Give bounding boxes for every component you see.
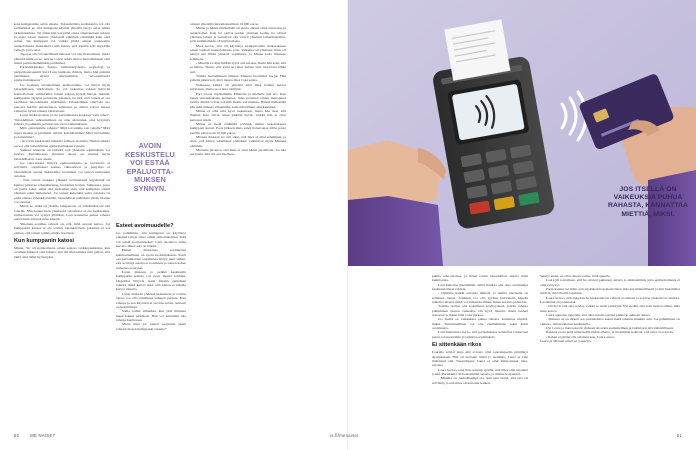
- magazine-section: ME NAISET: [30, 433, 56, 438]
- section-heading: Kun kumppanin katosi: [14, 237, 74, 244]
- page-number: 50: [14, 433, 20, 438]
- payment-terminal-photo: [348, 0, 696, 266]
- caption-line: VAIKEUKSIA PUHUA: [613, 194, 683, 202]
- body-paragraph: koja kumppanina selän takana. Talousdellista saaliskentta voi olla esimerkiksi se, että kumppani käyttää yhteisiä varoja salaa omiin tarkoituksiinsa. Tai sitten hän voi pitää omaa omaisuuttaan salassa ja antaa toisen maksaa yhteisestä elämästä enemmän kuin olisi reilua. Tai kumppani voi vaikka jättää omaan osuuteensa asuntolainasta maksamatta niin kauan, että lopulta koti myydään velkoja, jotta saisi.: [14, 22, 110, 53]
- pull-quote-line: AVOIN: [138, 141, 162, 150]
- body-paragraph: Minnalle jäi kuva, että mies ei ollut hänen puolellaan. Jos hän sai jotain, hän otti sen itselleen.: [190, 147, 286, 157]
- body-paragraph: Laru muistuttaa myös, että parisuhteessa kannattaa toistuvasti palata talousasioihin ja tarkistaa sopimuksia.: [432, 330, 528, 339]
- body-paragraph: - Rahan ei pitäisi olla salainen asia, Laura sanoo.: [546, 334, 616, 339]
- left-column-1: [14, 22, 110, 426]
- body-paragraph: - Minulla ei ollut mitään syytä olla salassa, mutta hän koki, että ei haluta. Tiesin, että kyllä se rahaa haluaa olisi luotettava tähän asti.: [190, 61, 286, 74]
- body-paragraph: - Kun toinen loukkaa yhteisiä sovinnaisesti käytäntöjä tai kuittaa jatkuvaa rahasuhteensa, luottamus horjuu. Suhteessa, jossa on jaettu rahat, tulisi olla luottamus siitä, että kumpikin toimii yhteisen edun mukaisesti. Jos toinen kuitenkin salaa ostoksia tai pitää omasta rahankäytöstään, taloudellisia päätöksiä yksin, tilanne voi satuttaa.: [14, 178, 110, 205]
- body-paragraph: Laura ajattelee nykyään, että raha-asioista pitäisi puhua jo suhteen alussa.: [546, 313, 651, 318]
- body-paragraph: Laura jäi toivomaan, että he olisivat puhuneet asiasta jo aikaisemmin, jotta epäluottamusta ei olisi syntynyt.: [540, 278, 680, 287]
- body-paragraph: Suhteessa kaikki oli yhteisiä eikä mies haluttu kertoa tuloistaan, mutta se ei aina toiminut.: [190, 82, 286, 92]
- body-paragraph: Jos itsellä on vaikeuksia puhua rahasta, kannattaa miettiä, miksi. Tunnustaminen voi olla ensimmäinen askel kohti avoimuutta.: [432, 317, 528, 331]
- body-paragraph: Mutta mitä jos toinen suojautuu yksin rahaasioissaan kumppanin taloutta?: [116, 322, 186, 331]
- receipt: [444, 19, 510, 80]
- pull-quote-line: MUKSEN: [134, 175, 166, 185]
- body-paragraph: Tämän luottamuksen jälkeen Minnan luottamus horjui. Hän pelkäsi jatkuvasti, mitä muuta mies voisi salata.: [190, 74, 286, 83]
- pull-quote-line: SYNNYN.: [133, 183, 167, 193]
- caption-line: RAHASTA, KANNATTAA: [608, 202, 688, 210]
- body-paragraph: ottanut yhteisiltä lainamaksuiltaan 10 000 euroa.: [190, 22, 259, 26]
- body-paragraph: Jos koskaan taloudellinen epäluottamus voi liittyä myös taloudelliseen väkivaltaan. Se voi tarkoittaa rahaan liittyvää kontrollointia: esimerkiksi toinen rakpaa hyöriä liikoja, määrää, kumppanin täytyisi perustella jokaisen tai sitä, että toinen ei saa osallistua taloudellisiin päätöksiin. Taloudellinen väkivalta tuo panosta heidän pulasteluaan suhteessa ja siihen voivat lausua vaikuttaa hyvin toiseen väkivaltaan.: [14, 82, 110, 113]
- body-paragraph: Toisilla saattaa olla kokemusta köyhyydestä, jolloin rahasta puhuminen tuntuu vaikealta. On hyvä miettiä, mistä tunteet nousevat ja miten niitä voisi purkaa.: [432, 304, 528, 318]
- body-paragraph: - Oli hyvä, että asia selvisi, vaikka se ensin pelästytti. Nyt tiedän, että voin luottaa siihen, mitä mies kertoo.: [540, 304, 680, 313]
- body-paragraph: Laurelle selvisi pian, että avioero olisi tarkoituksella pimitänyt sijoituksiaan. Hän oli kertonut niistä jo aiemmin, Laura ei vain muistanut sitä. Nuorempana Laura ei ollut kiinnostunut raha-asioista.: [432, 350, 528, 368]
- caption-line: MIETTIÄ, MIKSI.: [621, 210, 675, 218]
- left-column-2b: [116, 220, 186, 426]
- body-paragraph: Minna, 50, oli kohtaamassa rahan asiassa verkkopankkissa, kun avaimen lukkoni olan tukena, että tili rikastuttelee niin paljon, että tämä olisi tullut hyvitetyksi.: [14, 245, 110, 259]
- body-paragraph: Parin kanssa sovittiin, että sijoituksista keskustellaan jatkossa säännöllisesti ja että molemmat tietävät, mitä tileillä tapahtuu.: [540, 287, 680, 296]
- right-column-2: [540, 274, 680, 424]
- right-column-1: [432, 274, 528, 424]
- body-paragraph: Tapojaa olla taloudellisesti uskoton voi olla monenlaisia, mutta yhteistä niille on se, että ne voivat tehdä siirtoa luottamukseen sinä missä perinteisemmätkin pettämiset.: [14, 52, 110, 66]
- body-paragraph: Mutta se, mikä on yhdelle rahapetosta, ei välttämättä ole sitä toiselle. Niin kauan kuin yhteisestä taloudesta ei ole keskusteltu, epäluottamus voi syntyä yllättäen. Laru kannattaa puhua rahasta ennen kuin asioista tulee kipeitä.: [14, 204, 110, 222]
- section-heading: Ei sittenkään rikos: [432, 342, 482, 349]
- body-paragraph: Laran mukaan jo pelkkä keskustelu kumppanin kanssa voi avata monia solmuja. Ongelmat liittyvät usein häpeän ajatteluun rahasta, mikä kertoo siitä, että toinen ei uskalla kertoa totuutta.: [116, 270, 186, 292]
- body-paragraph: - Minusta se on tärkeä osa parisuhdetta, kuten mikä tahansa muukin asia. Jos puhuminen on vaikeaa, siitä kannattaa keskustella.: [540, 317, 680, 326]
- body-paragraph: - Olemme kaikki erilaisia ihmisiä, ja meillä jokaisella on erilainen tausta. Joillakin voi olla syvään juurtuneita häpeän tunteita rahasta, mikä voi vaikuttaa siihen, miten asioista puhutaan.: [432, 291, 528, 305]
- body-paragraph: Sama toimii siihenkin, kun yksi ihminen tekee kaikki päätökset. Hän voi kuitenkin olla rahasta huolissaan.: [116, 309, 186, 322]
- body-paragraph: Minnan mukaan ero tuli siksi, että mies ei ollut rehellinen, ja siksi, että hänen tekemänsä päätökset vaikuttivat myös Minnan elämään.: [190, 134, 286, 148]
- magazine-url: is.fi/menaiset: [330, 433, 359, 438]
- pull-quote-line: VOI ESTÄÄ: [130, 158, 170, 168]
- page-number: 51: [676, 433, 682, 438]
- body-paragraph: Mitä ajattelemme rahasta? Mitä toivomme sen rahalla? Mitä lupaa moniin ja pitämään omalla kohdallamme? Mitä turvaamme ja haluamme?: [14, 126, 110, 139]
- body-paragraph: puhtia raha-asioissa, ja miten toisen taloudellisia asioita tulisi kunnioittaa.: [432, 274, 528, 283]
- body-paragraph: Jos pahimmin, että kumppani on käyttänyt yhteisiä rahoja salaa omiin tarkoituksiinsa, mitä voi tehdä korjaamiseksi? Laru suosittaa ensin kerrata, miksi asia on tärkeä.: [116, 231, 186, 249]
- body-paragraph: Jos raha-asioita liittyvä epäluottamusta ja tavoitteita ei selvitellä, sopimukset kanssa rikkoutuvat ja pettymys ei taloudellisia asioita rikkaudella, luottamus voi syntyä uusissakin asioissa.: [14, 161, 110, 179]
- left-column-1-pullquote-wrap: [114, 22, 120, 23]
- name-change-note: Laura ja Minnan nimet on muutettu.: [540, 339, 592, 344]
- body-paragraph: Laran mukaan yhdessä keskustelu ja sovittu talous voi olla rehellisen suhteen perusta. Kun rahasta ja sen käytöstä ei tarvitse salata, suhteen on kestävämpi.: [116, 291, 186, 309]
- body-paragraph: Suhteen kannalta on tärkeää, että yhteisiin sopimuksiin voi luottaa. Parisuhteessa yhteinen talous on yleensä myös taloudellisesti. Laru aneen.: [14, 147, 110, 161]
- page-folio-left: [14, 433, 55, 438]
- photo-caption: [606, 186, 690, 219]
- body-paragraph: - Arvoista keskustelu tuhansia suhteen aloitusta. Näiden aihetta on voi olla taloudellisen epäluottamuksen synnyn.: [14, 139, 110, 148]
- body-paragraph: Minna ei ollut niin hyvä laskemaan, mutta hän tiesi, että miehen tulot olivat olleet pitkään hyvät, vaikka hän ei ollut kertonut niistä.: [190, 108, 286, 122]
- body-paragraph: Yhteinen sopimus rahasta on, että, mitä aiotaan kertoa. Jos kumppanin kanssa ei ole sovittu rahankäytöstä, jokainen ei voi olettaa, että toinen toimii omalla tavallaan.: [14, 221, 110, 235]
- body-paragraph: Sennyt ensin, en ollut oikein varma, mitä ajatella.: [540, 274, 611, 278]
- body-paragraph: Nyt Laura ja mies tekevät yhdessä talouden suunnitelman ja tarkistavat sitä säännöllisesti.: [546, 326, 674, 331]
- pull-quote-line: KESKUSTELU: [125, 149, 175, 159]
- pull-quote: [114, 142, 186, 194]
- body-paragraph: Laura kertoo, että nykyään he keskustelevat rahasta avoimesti ja sopivat yhdessä tavoitteista. Luottamus on palautunut.: [540, 295, 680, 305]
- body-paragraph: Minna ei tiedä tänäkään päivänä, mihin tarkoitukseen kumppani katosi. Eron jälkeen mies sanoi haluavansa tilille joista jaettiin rahaa noin 10 000 euroa.: [190, 121, 286, 135]
- photo-illustration: [348, 0, 696, 266]
- body-paragraph: Minna ja hänen miehellään oli alusta alkaen omat asuntonsa ja asuntolainat. Kun he ostivat uuden yhteisen kodin, he ottivat yhteisen lainan ja perustivat sitä varten yhteisen lainanhoitotilin, jolle kummallakin oli käyttöoikeus.: [190, 26, 286, 44]
- body-paragraph: Hänen mukaansa sopimusten kunnioittaminen on avain luottamukseen. Suuri osa parisuhteiden ongelmista liittyy juuri siihen, että sovittuja asioita ei noudateta ja toinen kokee tulleensa petetyksi.: [116, 248, 186, 270]
- body-paragraph: Rahasta ei ole enää tullut heille riidan aihetta, ja molemmat kokevat, että asiat ovat hyvin.: [546, 330, 674, 335]
- body-paragraph: Laura kertoo, ettei hän osannut epäillä, että mies olisi salannut jotain. Pariskunta oli keskustellut asiasta, ja tilanne korjaantui.: [432, 367, 528, 376]
- body-paragraph: - Minulla oli rauhallisempi olo, kun sain tietää, että asia oli selvitetty ja että mies oli kertonut kaiken.: [432, 376, 528, 385]
- body-paragraph: Mies kertoi, että oli käyttänyt kymppitonnin maksaakseen oman vanhan asuntolainansa pois. Valkutus oli yhteisen, mies oli tehnyt sen ilman yhteistä sopimusta, ja Minna koki tilanteen kolkkona.: [190, 43, 286, 61]
- left-column-2: [190, 22, 286, 426]
- body-paragraph: Laru kehottaa miettimään, miltä muiltaa olla oma avoimempi keskustelemaan rahasta.: [432, 282, 528, 292]
- body-paragraph: Pari vuotta myöhemmin Minnalle ja miehelle tuli ero. Kun lasten elatusmaksuja jaettaessa, mies perusteli omien menojensa avulla, minkä verran voi elää muille saa maksaa. Hänen mielestään hän saisi maksaa vähemmän, kuin mitä hänen olisi kuulunut.: [190, 91, 286, 109]
- caption-line: JOS ITSELLÄ ON: [619, 186, 677, 193]
- body-paragraph: Laran mukaan rahaa ei ole parisuhteessa koskaan "vain rahaa". Taloudellinen suhtautuminen on aina sitoutunut, aina kysymys rahasta ja pankkiin perustuvaan vuorovaikutukseen.: [14, 113, 110, 126]
- section-heading: Esteet avoimuudelle?: [116, 223, 174, 229]
- body-paragraph: Parisuhdekeskus Kataja toiminnanjohtaja, psykologi ja pariperhoterapeutti Suvi Laru tunnistaa ilmiön, mutta hän puhuisi pettämisen sijasta mieluummin "taloudellisesta epäluottamuksesta".: [14, 65, 110, 83]
- pull-quote-line: EPÄLUOTTA-: [126, 166, 174, 176]
